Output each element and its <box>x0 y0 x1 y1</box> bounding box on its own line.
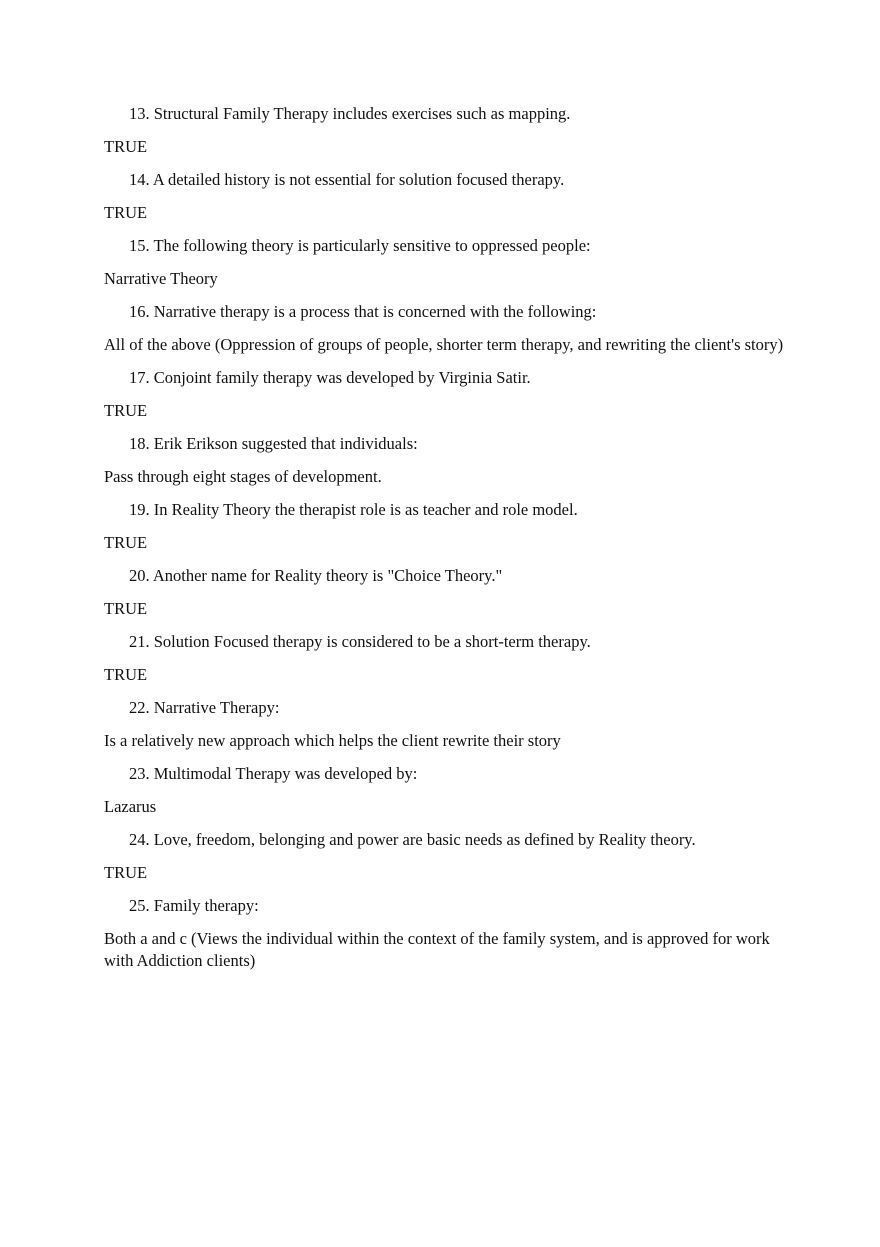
question-number: 14. <box>129 170 150 189</box>
qa-item-21 <box>104 631 784 686</box>
question-number: 23. <box>129 764 150 783</box>
question <box>104 433 784 455</box>
question-text: Solution Focused therapy is considered to be a short-term therapy. <box>153 632 591 651</box>
question-number: 24. <box>129 830 150 849</box>
question <box>104 697 784 719</box>
question <box>104 169 784 191</box>
qa-item-16 <box>104 301 784 356</box>
question-text: Multimodal Therapy was developed by: <box>153 764 418 783</box>
question-number: 21. <box>129 632 150 651</box>
qa-item-15 <box>104 235 784 290</box>
question-number: 25. <box>129 896 150 915</box>
answer: TRUE <box>104 533 148 552</box>
question <box>104 301 784 323</box>
question-text: A detailed history is not essential for solution focused therapy. <box>152 170 565 189</box>
question <box>104 367 784 389</box>
qa-item-24 <box>104 829 784 884</box>
answer: Pass through eight stages of development. <box>104 467 382 486</box>
answer: TRUE <box>104 665 148 684</box>
answer: Narrative Theory <box>104 269 218 288</box>
qa-item-20 <box>104 565 784 620</box>
question-text: Erik Erikson suggested that individuals: <box>153 434 418 453</box>
answer: Lazarus <box>104 797 157 816</box>
question-number: 13. <box>129 104 150 123</box>
question-text: Structural Family Therapy includes exercises such as mapping. <box>153 104 571 123</box>
answer: All of the above (Oppression of groups of people, shorter term therapy, and rewriting the client's story) <box>104 335 784 354</box>
qa-item-18 <box>104 433 784 488</box>
question <box>104 829 784 851</box>
qa-item-25 <box>104 895 784 972</box>
question <box>104 235 784 257</box>
question-number: 17. <box>129 368 150 387</box>
qa-item-17 <box>104 367 784 422</box>
question <box>104 103 784 125</box>
question-text: Conjoint family therapy was developed by Virginia Satir. <box>153 368 531 387</box>
question-text: Narrative Therapy: <box>153 698 280 717</box>
answer: TRUE <box>104 137 148 156</box>
question-text: Family therapy: <box>153 896 259 915</box>
question <box>104 763 784 785</box>
question <box>104 499 784 521</box>
qa-item-22 <box>104 697 784 752</box>
question <box>104 565 784 587</box>
qa-item-23 <box>104 763 784 818</box>
answer: TRUE <box>104 599 148 618</box>
answer: TRUE <box>104 401 148 420</box>
question-text: Love, freedom, belonging and power are basic needs as defined by Reality theory. <box>153 830 696 849</box>
answer: TRUE <box>104 863 148 882</box>
document-page <box>104 103 784 983</box>
question-text: Another name for Reality theory is "Choice Theory." <box>152 566 503 585</box>
answer: Is a relatively new approach which helps the client rewrite their story <box>104 731 561 750</box>
qa-item-13 <box>104 103 784 158</box>
question <box>104 631 784 653</box>
question-number: 19. <box>129 500 150 519</box>
question <box>104 895 784 917</box>
qa-item-14 <box>104 169 784 224</box>
question-number: 18. <box>129 434 150 453</box>
answer: TRUE <box>104 203 148 222</box>
question-number: 20. <box>129 566 150 585</box>
answer: Both a and c (Views the individual within the context of the family system, and is approved for work with Addiction clients) <box>104 929 770 970</box>
question-text: The following theory is particularly sensitive to oppressed people: <box>153 236 591 255</box>
question-number: 16. <box>129 302 150 321</box>
question-number: 15. <box>129 236 150 255</box>
question-text: Narrative therapy is a process that is concerned with the following: <box>153 302 597 321</box>
question-number: 22. <box>129 698 150 717</box>
qa-item-19 <box>104 499 784 554</box>
question-text: In Reality Theory the therapist role is as teacher and role model. <box>153 500 578 519</box>
